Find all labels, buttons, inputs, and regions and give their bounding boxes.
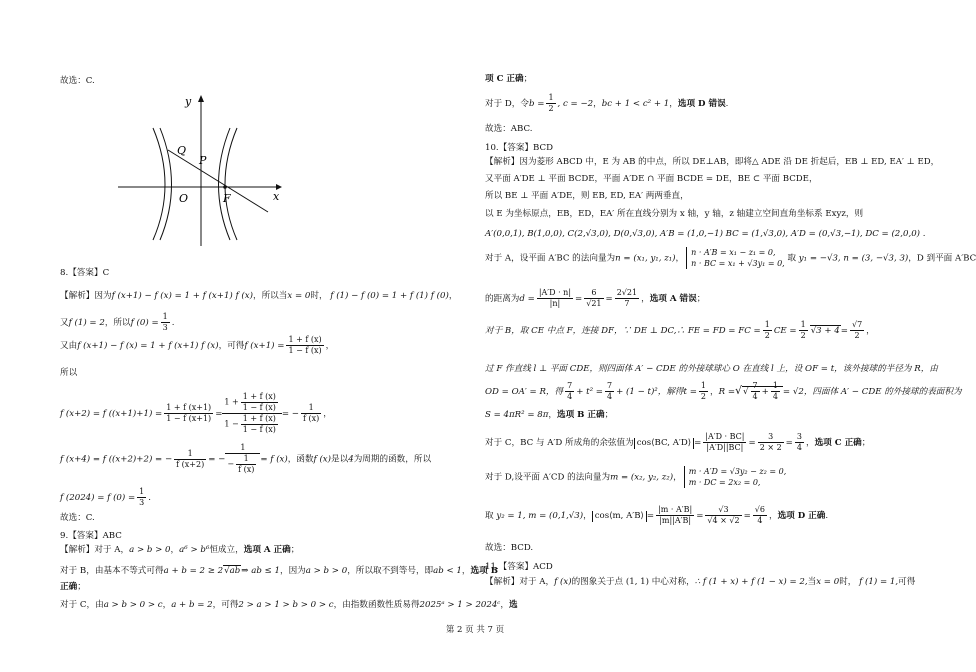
math: 4: [348, 454, 354, 465]
math: a > b > 0: [129, 545, 171, 555]
equation-system: [684, 466, 787, 488]
fraction: [605, 381, 614, 402]
math: a + b = 2 ≥ 2: [163, 566, 224, 576]
math: ⇒ ab ≤ 1: [241, 566, 280, 576]
text: 对于 C，BC 与 A′D 所成角的余弦值为: [485, 438, 634, 448]
text: 时，: [839, 577, 857, 587]
text: 时，: [310, 291, 328, 301]
fraction: [164, 403, 213, 424]
denominator: 1 − f (x): [242, 403, 276, 412]
text: ；: [696, 294, 706, 304]
bold-text: 选项 D 错误: [677, 99, 726, 109]
denominator: 7: [624, 299, 630, 308]
text: =: [605, 294, 613, 304]
numerator: |A′D · n|: [538, 288, 572, 297]
q9-line-b: [60, 566, 498, 577]
q10-line-o: [485, 543, 533, 554]
equation: m · A′D = √3y₂ − z₂ = 0,: [688, 467, 787, 476]
numerator: 1: [162, 312, 168, 321]
fraction: [537, 288, 573, 309]
math: , c = −2: [557, 99, 594, 109]
text: 过 F 作直线 l ⊥ 平面 CDE，则四面体 A′ − CDE 的外接球球心 O 在直线 l 上，设 OF = t，该外接球的半径为 R，由: [485, 364, 938, 374]
denominator: 2 × 2: [759, 443, 782, 452]
fraction: [286, 335, 323, 356]
fraction: [705, 505, 741, 526]
text: ，: [675, 253, 685, 264]
numerator: 3: [796, 432, 802, 441]
text: −: [227, 459, 235, 469]
math: f (x+1) − f (x) = 1 + f (x+1) f (x): [77, 341, 219, 351]
numerator: √ 7: [752, 381, 758, 390]
text: 为周期的函数，所以: [353, 454, 432, 465]
math: f (1) = 1,: [859, 577, 899, 587]
text: =: [743, 511, 751, 521]
text: ，: [448, 291, 458, 301]
denominator: 4: [606, 392, 613, 401]
text: 是以: [331, 454, 349, 465]
text: ；: [604, 410, 614, 420]
denominator: 1 − f (x): [242, 425, 276, 434]
q9-answer: [60, 531, 122, 542]
numerator: 1: [772, 381, 778, 390]
q10-line-l: [485, 432, 870, 453]
fraction: [301, 403, 321, 424]
denominator: f (x): [238, 465, 255, 474]
math: OD = OA′ = R，得: [485, 387, 564, 397]
math: d =: [519, 294, 535, 304]
abs-expr: cos⟨m, A′B⟩: [592, 511, 647, 522]
x-label: x: [273, 190, 280, 203]
text: 故选：C.: [60, 76, 95, 86]
text: 的距离为: [485, 294, 520, 304]
text: 对于 D,设平面 A′CD 的法向量为: [485, 472, 611, 483]
math: = √2: [782, 387, 804, 397]
text: =: [646, 511, 655, 521]
compound-numerator: [222, 392, 281, 414]
fraction: [850, 320, 864, 341]
right-branch-inner: [219, 128, 231, 240]
answer-line: [60, 76, 95, 87]
math: + t² =: [576, 387, 603, 397]
math: f (x+2) = f ((x+1)+1) =: [60, 409, 163, 419]
numerator: √6: [754, 505, 765, 514]
denominator: 2: [700, 392, 707, 401]
numerator: √7: [851, 320, 863, 329]
page-footer: [0, 625, 950, 636]
compound-fraction: [222, 392, 281, 435]
numerator: 1: [764, 320, 770, 329]
math: y₂ = 1, m = (0,1,√3): [496, 511, 584, 521]
denominator: f (x): [303, 414, 320, 423]
fraction: [753, 505, 767, 526]
text: 故选：ABC.: [485, 124, 533, 134]
denominator: |A′D||BC|: [706, 443, 744, 452]
r-line-3: [485, 124, 532, 135]
text: ，: [593, 99, 602, 109]
q10-line-g: [485, 288, 705, 309]
bold-text: 正确: [60, 582, 78, 592]
math: ，四面体 A′ − CDE 的外接球的表面积为: [803, 387, 962, 397]
text: 8.【答案】C: [60, 268, 110, 278]
text: 1 −: [224, 419, 239, 429]
math: a⁶ > b⁶: [179, 545, 210, 555]
fraction: [137, 487, 146, 508]
bold-text: 选项 B 正确: [556, 410, 605, 420]
text: =: [696, 511, 704, 521]
denominator: 3: [162, 323, 168, 332]
text: ，: [461, 566, 471, 576]
fraction: [584, 288, 603, 309]
denominator: 1 − f (x+1): [166, 414, 212, 423]
fraction: [546, 93, 555, 114]
math: a > b > 0 > c: [103, 600, 163, 610]
numerator: 1 + f (x): [242, 392, 276, 401]
text: =: [748, 438, 756, 448]
text: 可得: [898, 577, 916, 587]
text: ，因为: [279, 566, 306, 576]
text: ，: [866, 326, 875, 336]
text: ，: [673, 472, 682, 483]
denominator: |m||A′B|: [659, 516, 692, 525]
q9-line-c: [60, 600, 518, 611]
text: ，: [805, 438, 815, 448]
math: f (0) =: [130, 318, 159, 328]
q10-line-n: [485, 505, 828, 526]
fraction: [174, 449, 206, 470]
denominator: 4: [567, 392, 573, 401]
text: 对于 C，由: [60, 600, 104, 610]
text: 对于 D，令: [485, 99, 529, 109]
text: .: [148, 493, 151, 503]
bold-text: 选项 A 错误: [649, 294, 697, 304]
text: ，: [583, 511, 592, 521]
math: = f (x): [260, 454, 288, 465]
text: ；: [523, 74, 533, 84]
text: =: [575, 294, 583, 304]
y-axis-arrow: [198, 95, 204, 102]
bold-text: 项 C 正确: [485, 74, 524, 84]
compound-numerator: 1: [225, 443, 260, 454]
text: ，: [500, 600, 509, 610]
text: 【解析】对于 A，: [485, 577, 555, 587]
q10-line-f: [485, 247, 976, 269]
numerator: 1: [548, 93, 554, 102]
q10-line-m: [485, 466, 786, 488]
numerator: 1: [700, 381, 707, 390]
text: ，: [323, 409, 332, 419]
text: 对于 B，由基本不等式可得: [60, 566, 164, 576]
fraction: [771, 381, 780, 402]
text: 【解析】因为: [60, 291, 112, 301]
label-p: P: [199, 154, 207, 167]
math: f (x+1) =: [244, 341, 285, 351]
numerator: 1: [174, 449, 206, 460]
text: =: [694, 438, 702, 448]
left-branch-inner: [160, 128, 172, 240]
fraction: [565, 381, 574, 402]
math: 对于 B，取 CE 中点 F，连接 DF，∵ DE ⊥ DC,∴ FE = FD = FC =: [485, 326, 761, 336]
numerator: 7: [606, 381, 613, 390]
q11-answer: [485, 562, 553, 573]
text: 取: [485, 511, 494, 521]
math: bc + 1 < c² + 1: [601, 99, 670, 109]
fraction: [699, 381, 708, 402]
text: 以 E 为坐标原点，EB，ED，EA′ 所在直线分别为 x 轴，y 轴，z 轴建立空间直角坐标系 Exyz，则: [485, 209, 864, 219]
hyperbola-graph: [113, 90, 283, 250]
math: a + b = 2: [171, 600, 213, 610]
math: a > b > 0: [305, 566, 348, 576]
math: f (1) − f (0) = 1 + f (1) f (0): [330, 291, 449, 301]
fraction: [615, 288, 639, 309]
denominator: f (x+2): [176, 459, 205, 469]
numerator: 1 + f (x+1): [166, 403, 212, 412]
text: .: [171, 318, 175, 328]
math: S = 4πR² = 8π: [485, 410, 549, 420]
text: ，: [170, 545, 180, 555]
math: b =: [529, 99, 545, 109]
text: ，可得: [212, 600, 239, 610]
text: 所以: [60, 368, 78, 378]
numerator: |A′D · BC|: [705, 432, 745, 441]
denominator: 4: [772, 392, 778, 401]
text: 9.【答案】ABC: [60, 531, 122, 541]
text: ，: [162, 600, 172, 610]
bold-text: 选: [508, 600, 518, 610]
text: ；: [861, 438, 871, 448]
numerator: 1: [800, 320, 806, 329]
fraction: [751, 381, 760, 402]
q8-answer: [60, 268, 109, 279]
r-line-2: [485, 93, 728, 114]
equation: n · BC = x₁ + √3y₁ = 0,: [691, 259, 785, 268]
fraction: [241, 392, 278, 413]
numerator: 1: [139, 487, 145, 496]
compound-denominator: [225, 454, 260, 475]
fraction: [656, 505, 694, 526]
fraction: [236, 454, 256, 475]
text: .: [825, 511, 829, 521]
text: 当: [807, 577, 817, 587]
bold-text: 选项 A 正确: [243, 545, 291, 555]
q8-line-a: [60, 291, 457, 302]
right-branch-outer: [225, 128, 237, 240]
text: =: [215, 409, 223, 419]
math: CE =: [773, 326, 797, 336]
r-line-1: [485, 74, 532, 85]
text: ，所以取不到等号，即: [347, 566, 434, 576]
denominator: 4: [796, 443, 802, 452]
numerator: |m · A′B|: [658, 505, 693, 514]
q8-line-g: [60, 487, 151, 508]
fraction: [799, 320, 808, 341]
text: ，函数: [287, 454, 314, 465]
equation: m · DC = 2x₂ = 0,: [688, 478, 761, 487]
numerator: 2√21: [616, 288, 638, 297]
q8-line-e: [60, 392, 332, 435]
text: 1 +: [224, 397, 239, 407]
text: ，所以: [104, 318, 131, 328]
denominator: 3: [139, 498, 145, 507]
denominator: |n|: [549, 299, 561, 308]
q9-line-a: [60, 545, 299, 556]
bold-text: 选项 C 正确: [814, 438, 862, 448]
q10-line-c: [485, 191, 689, 202]
math: y₁ = −√3, n = (3, −√3, 3): [798, 253, 909, 264]
numerator: 1 + f (x): [288, 335, 322, 344]
text: ，由指数函数性质易得: [333, 600, 420, 610]
focus-point: [223, 185, 227, 189]
q10-line-j: OD = OA′ = R，得 $\frac{7}{4}$ + t² = $\frac{7}{4}$ + (1 − t)²，解得t = $\frac{1}{2}$ ，R =√ √ $\frac{7}{4}$ + $\frac{1}{4}$ = √2，四面体 A′ − CDE 的外接球的表面积为: [485, 381, 962, 402]
text: ，: [641, 294, 650, 304]
text: 又平面 A′DE ⊥ 平面 BCDE，平面 A′DE ∩ 平面 BCDE = DE，BE ⊂ 平面 BCDE，: [485, 174, 818, 184]
q10-line-d: [485, 209, 863, 220]
bold-text: 选项 D 正确: [777, 511, 826, 521]
text: = −: [281, 409, 300, 419]
text: .: [725, 99, 729, 109]
denominator: √4 × √2: [707, 516, 740, 525]
text: ；: [77, 582, 86, 592]
denominator: 2: [800, 331, 806, 340]
fraction: [763, 320, 772, 341]
denominator: √21: [586, 299, 602, 308]
denominator: 2: [764, 331, 770, 340]
text: 恒成立，: [209, 545, 244, 555]
sqrt: √ ab: [223, 565, 241, 576]
text: ，: [548, 410, 557, 420]
q10-line-k: [485, 410, 613, 421]
text: ，: [325, 341, 335, 351]
math: m = (x₂, y₂, z₂): [610, 472, 674, 483]
q8-line-f: [60, 443, 431, 475]
text: ，: [669, 99, 678, 109]
text: 故选：BCD.: [485, 543, 534, 553]
math: R =: [718, 387, 736, 397]
denominator: 4: [757, 516, 763, 525]
fraction: [795, 432, 804, 453]
text: 又: [60, 318, 69, 328]
abs-expr: cos⟨BC, A′D⟩: [634, 438, 694, 449]
fraction: [241, 414, 278, 435]
left-branch-outer: [153, 128, 165, 240]
text: ，D 到平面 A′BC: [908, 253, 976, 264]
denominator: 4: [752, 392, 758, 401]
y-label: y: [185, 95, 192, 108]
text: 的图象关于点 (1, 1) 中心对称，: [571, 577, 695, 587]
math: f (1) = 2: [68, 318, 105, 328]
text: ；: [290, 545, 300, 555]
math: 2 > a > 1 > b > 0 > c: [238, 600, 334, 610]
compound-denominator: [222, 414, 281, 435]
text: ，所以当: [252, 291, 288, 301]
numerator: 1: [236, 454, 256, 465]
denominator: 2: [854, 331, 860, 340]
sqrt-body: [742, 381, 783, 401]
q8-line-h: [60, 513, 95, 524]
text: 【解析】对于 A，: [60, 545, 130, 555]
text: 【解析】因为菱形 ABCD 中，E 为 AB 的中点，所以 DE⊥AB，即将△ ADE 沿 DE 折起后，EB ⊥ ED, EA′ ⊥ ED，: [485, 157, 940, 167]
q10-line-a: [485, 157, 939, 168]
text: 对于 A，设平面 A′BC 的法向量为: [485, 253, 616, 264]
label-q: Q: [177, 144, 187, 157]
math: x = 0: [816, 577, 840, 587]
q11-line-a: [485, 577, 915, 588]
q10-answer: [485, 143, 553, 154]
q8-line-c: [60, 335, 334, 356]
numerator: 7: [567, 381, 573, 390]
q8-line-b: [60, 312, 174, 333]
fraction: [161, 312, 170, 333]
text: ，: [768, 511, 778, 521]
numerator: 6: [584, 288, 603, 299]
math: t =: [683, 387, 697, 397]
label-o: O: [179, 192, 189, 205]
q10-line-b: [485, 174, 818, 185]
equation: n · A′B = x₁ − z₁ = 0,: [691, 248, 776, 257]
text: ，: [710, 387, 719, 397]
bold-text: 选项 B: [470, 566, 498, 576]
math: f (x): [313, 454, 332, 465]
text: 所以 BE ⊥ 平面 A′DE，则 EB, ED, EA′ 两两垂直，: [485, 191, 689, 201]
sqrt: √ 3 + 4: [810, 325, 841, 336]
q10-line-e: [485, 229, 925, 240]
numerator: 3: [758, 432, 784, 443]
q10-line-i: [485, 364, 938, 375]
text: = −: [208, 454, 226, 465]
text: 取: [787, 253, 797, 264]
text: +: [761, 387, 769, 397]
fraction: [703, 432, 746, 453]
math: f (x+4) = f ((x+2)+2) = −: [60, 454, 173, 465]
denominator: 1 − f (x): [288, 346, 322, 355]
math: 2025ᵃ > 1 > 2024ᶜ: [419, 600, 501, 610]
math: f (2024) = f (0) =: [60, 493, 136, 503]
math: f (x): [554, 577, 572, 587]
label-f: F: [223, 192, 231, 205]
q10-line-h: [485, 320, 875, 341]
math: n = (x₁, y₁, z₁): [615, 253, 676, 264]
numerator: 1: [301, 403, 321, 414]
text: 又由: [60, 341, 78, 351]
text: =: [785, 438, 793, 448]
text: ，可得: [218, 341, 245, 351]
text: =: [840, 326, 848, 336]
q8-line-d: [60, 368, 77, 379]
text: A′(0,0,1), B(1,0,0), C(2,√3,0), D(0,√3,0), A′B = (1,0,−1) BC = (1,√3,0), A′D = (0,√3,−1), DC = (2,0,0) .: [485, 229, 926, 239]
text: 故选：C.: [60, 513, 95, 523]
denominator: 2: [548, 104, 554, 113]
q9-line-b2: [60, 582, 86, 593]
math: ab < 1: [433, 566, 462, 576]
math: f (x+1) − f (x) = 1 + f (x+1) f (x): [111, 291, 253, 301]
math: ∴ f (1 + x) + f (1 − x) = 2,: [694, 577, 808, 587]
equation-system: [686, 247, 785, 269]
math: x = 0: [287, 291, 311, 301]
fraction: [758, 432, 784, 453]
numerator: √3: [705, 505, 741, 516]
compound-fraction: [225, 443, 260, 475]
text: 11.【答案】ACD: [485, 562, 553, 572]
numerator: 1 + f (x): [242, 414, 276, 423]
text: 10.【答案】BCD: [485, 143, 553, 153]
math: + (1 − t)²，解得: [616, 387, 684, 397]
page-number: 第 2 页 共 7 页: [445, 625, 505, 635]
